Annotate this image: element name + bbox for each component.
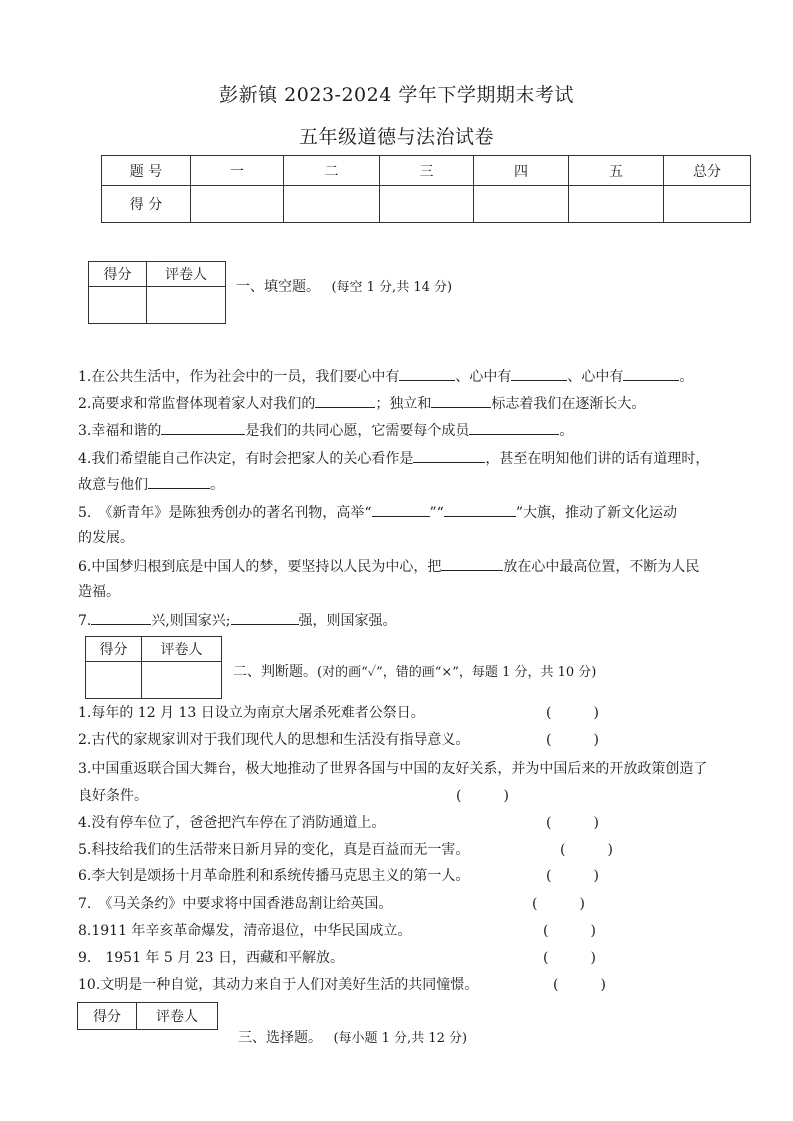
question-text: 兴,则国家兴; bbox=[151, 613, 231, 629]
question-fill-2 bbox=[78, 393, 645, 414]
question-text: 5. 《新青年》是陈独秀创办的著名刊物，高举“ bbox=[78, 505, 372, 521]
question-text: ，甚至在明知他们讲的话有道理时， bbox=[485, 451, 710, 467]
answer-blank[interactable] bbox=[444, 502, 516, 517]
grader-name-label: 评卷人 bbox=[142, 637, 222, 662]
grader-score-label: 得分 bbox=[86, 637, 142, 662]
question-text: ；独立和 bbox=[375, 396, 432, 412]
section-1-note: (每空 1 分,共 14 分) bbox=[331, 280, 453, 295]
judge-item-1 bbox=[78, 703, 425, 723]
answer-blank[interactable] bbox=[511, 366, 567, 381]
question-text: 3.幸福和谐的 bbox=[78, 423, 162, 439]
score-header-cell: 二 bbox=[284, 156, 380, 186]
grader-name-cell[interactable] bbox=[142, 662, 222, 699]
answer-blank[interactable] bbox=[315, 393, 375, 408]
answer-paren[interactable]: ( ) bbox=[560, 842, 613, 858]
question-text: ”“ bbox=[429, 505, 444, 521]
section-3-title: 三、选择题。 bbox=[238, 1030, 315, 1046]
grader-name-label: 评卷人 bbox=[137, 1003, 218, 1030]
answer-blank[interactable] bbox=[91, 610, 151, 625]
score-cell[interactable] bbox=[380, 186, 474, 223]
answer-blank[interactable] bbox=[441, 556, 503, 571]
question-text: 10.文明是一种自觉，其动力来自于人们对美好生活的共同憧憬。 bbox=[78, 977, 479, 993]
question-text: 。 bbox=[559, 423, 574, 439]
answer-paren[interactable]: ( ) bbox=[543, 950, 596, 966]
question-text: 8.1911 年辛亥革命爆发，清帝退位，中华民国成立。 bbox=[78, 923, 412, 939]
question-text: 2.高要求和常监督体现着家人对我们的 bbox=[78, 396, 316, 412]
question-text: 、心中有 bbox=[567, 369, 624, 385]
answer-blank[interactable] bbox=[231, 610, 299, 625]
judge-item-2 bbox=[78, 730, 469, 750]
answer-paren[interactable]: ( ) bbox=[546, 705, 599, 721]
answer-blank[interactable] bbox=[148, 474, 210, 489]
answer-blank[interactable] bbox=[469, 420, 559, 435]
grader-score-cell[interactable] bbox=[89, 287, 147, 324]
question-text: 、心中有 bbox=[455, 369, 512, 385]
question-text: 。 bbox=[210, 477, 224, 493]
score-header-cell: 四 bbox=[474, 156, 569, 186]
score-cell[interactable] bbox=[191, 186, 284, 223]
score-cell[interactable] bbox=[664, 186, 751, 223]
question-text: 强，则国家强。 bbox=[298, 613, 397, 629]
grader-score-label: 得分 bbox=[89, 262, 147, 287]
judge-item-8 bbox=[78, 921, 411, 941]
question-text: 1.每年的 12 月 13 日设立为南京大屠杀死难者公祭日。 bbox=[78, 705, 425, 721]
judge-item-4 bbox=[78, 813, 385, 833]
question-fill-4-cont bbox=[78, 474, 224, 495]
score-cell[interactable] bbox=[284, 186, 380, 223]
question-fill-5 bbox=[78, 502, 677, 523]
exam-title: 彭新镇 2023-2024 学年下学期期末考试 bbox=[219, 84, 574, 106]
judge-item-7 bbox=[78, 894, 392, 914]
question-fill-5-cont bbox=[78, 528, 134, 548]
question-text: 的发展。 bbox=[78, 530, 134, 546]
judge-item-10 bbox=[78, 975, 478, 995]
answer-paren[interactable]: ( ) bbox=[456, 788, 509, 804]
question-text: 5.科技给我们的生活带来日新月异的变化，真是百益而无一害。 bbox=[78, 842, 470, 858]
answer-blank[interactable] bbox=[372, 502, 430, 517]
score-header-cell: 总分 bbox=[664, 156, 751, 186]
section-2-title: 二、判断题。 bbox=[233, 664, 317, 680]
grader-name-label: 评卷人 bbox=[147, 262, 226, 287]
exam-subtitle: 五年级道德与法治试卷 bbox=[298, 126, 494, 148]
question-text: 造福。 bbox=[78, 584, 120, 600]
answer-blank[interactable] bbox=[399, 366, 455, 381]
question-text: 3.中国重返联合国大舞台，极大地推动了世界各国与中国的友好关系，并为中国后来的开放政策创造了 bbox=[78, 761, 708, 777]
judge-item-3 bbox=[78, 759, 707, 779]
answer-paren[interactable]: ( ) bbox=[546, 815, 599, 831]
answer-paren[interactable]: ( ) bbox=[553, 977, 606, 993]
question-text: 6.中国梦归根到底是中国人的梦，要坚持以人民为中心，把 bbox=[78, 559, 442, 575]
answer-paren[interactable]: ( ) bbox=[546, 732, 599, 748]
answer-blank[interactable] bbox=[431, 393, 491, 408]
grader-name-cell[interactable] bbox=[147, 287, 226, 324]
question-text: 良好条件。 bbox=[78, 788, 148, 804]
section-3-note: (每小题 1 分,共 12 分) bbox=[333, 1031, 468, 1046]
grader-box bbox=[85, 636, 222, 699]
section-1-heading bbox=[236, 277, 452, 298]
score-header-cell: 题 号 bbox=[102, 156, 191, 186]
judge-item-6 bbox=[78, 866, 469, 886]
question-text: 4.我们希望能自己作决定，有时会把家人的关心看作是 bbox=[78, 451, 414, 467]
judge-item-5 bbox=[78, 840, 469, 860]
answer-paren[interactable]: ( ) bbox=[546, 868, 599, 884]
answer-paren[interactable]: ( ) bbox=[543, 923, 596, 939]
question-text: 1.在公共生活中，作为社会中的一员，我们要心中有 bbox=[78, 369, 400, 385]
question-text: 放在心中最高位置，不断为人民 bbox=[503, 559, 700, 575]
section-3-heading bbox=[238, 1028, 467, 1049]
question-text: 2.古代的家规家训对于我们现代人的思想和生活没有指导意义。 bbox=[78, 732, 470, 748]
score-header-cell: 一 bbox=[191, 156, 284, 186]
score-cell[interactable] bbox=[569, 186, 664, 223]
question-text: 是我们的共同心愿，它需要每个成员 bbox=[245, 423, 470, 439]
grader-score-label: 得分 bbox=[78, 1003, 137, 1030]
question-fill-1 bbox=[78, 366, 693, 387]
grader-box bbox=[88, 261, 226, 324]
question-text: 7. 《马关条约》中要求将中国香港岛割让给英国。 bbox=[78, 896, 393, 912]
score-row-label: 得 分 bbox=[102, 186, 191, 223]
question-text: 9. 1951 年 5 月 23 日，西藏和平解放。 bbox=[78, 950, 344, 966]
question-fill-6 bbox=[78, 556, 699, 577]
grader-box bbox=[77, 1002, 218, 1030]
answer-blank[interactable] bbox=[413, 448, 485, 463]
score-cell[interactable] bbox=[474, 186, 569, 223]
question-text: 7. bbox=[78, 613, 92, 629]
judge-item-3-cont bbox=[78, 786, 148, 806]
score-table bbox=[101, 155, 751, 223]
answer-blank[interactable] bbox=[161, 420, 245, 435]
question-text: 。 bbox=[679, 369, 694, 385]
question-text: 4.没有停车位了，爸爸把汽车停在了消防通道上。 bbox=[78, 815, 386, 831]
section-1-title: 一、填空题。 bbox=[236, 279, 313, 295]
question-text: 标志着我们在逐渐长大。 bbox=[491, 396, 646, 412]
score-header-cell: 三 bbox=[380, 156, 474, 186]
question-fill-4 bbox=[78, 448, 709, 469]
score-header-cell: 五 bbox=[569, 156, 664, 186]
answer-paren[interactable]: ( ) bbox=[532, 896, 585, 912]
grader-score-cell[interactable] bbox=[86, 662, 142, 699]
question-text: 6.李大钊是颂扬十月革命胜利和系统传播马克思主义的第一人。 bbox=[78, 868, 470, 884]
question-text: ”大旗，推动了新文化运动 bbox=[515, 505, 678, 521]
section-2-heading bbox=[233, 662, 596, 683]
answer-blank[interactable] bbox=[623, 366, 679, 381]
judge-item-9 bbox=[78, 948, 344, 968]
section-2-note: (对的画“✓”，错的画“×”，每题 1 分，共 10 分) bbox=[317, 665, 597, 680]
question-fill-7 bbox=[78, 610, 397, 631]
question-fill-6-cont bbox=[78, 582, 120, 602]
question-fill-3 bbox=[78, 420, 573, 441]
question-text: 故意与他们 bbox=[78, 477, 148, 493]
